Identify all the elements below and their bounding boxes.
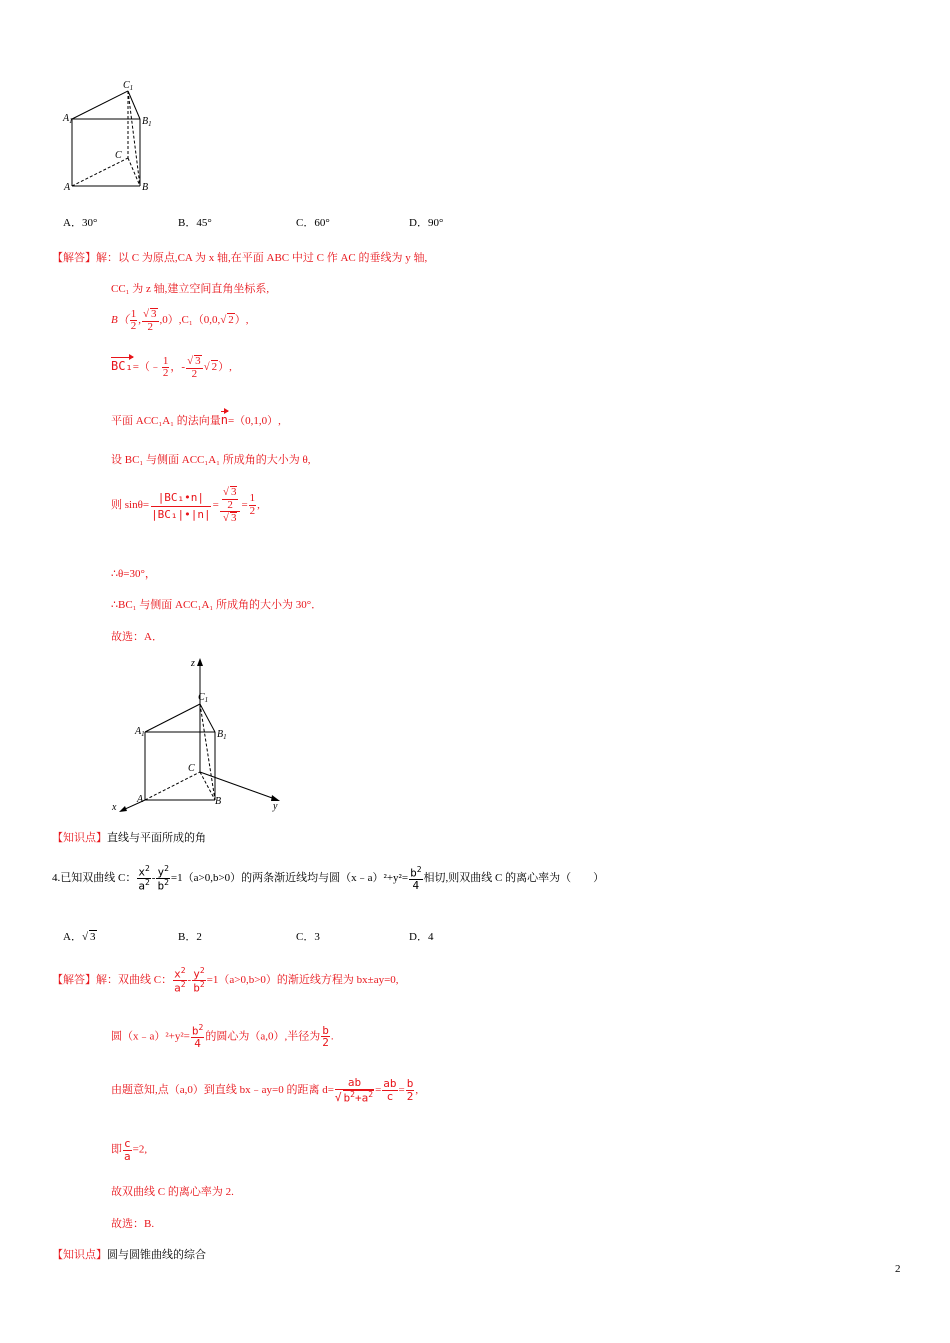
label-c1: $C_1$ — [198, 692, 209, 704]
label-c: C — [188, 763, 195, 774]
q3-solution-line6: 设 BC₁ 与侧面 ACC₁A₁ 所成角的大小为 θ, — [111, 454, 311, 466]
q4-solution-line3: 由题意知,点（a,0）到直线 bx﹣ay=0 的距离 d= ab √ $b^2+a^2$ = $\frac{ab}{c}$ = $\frac{b}{2}$ , — [111, 1077, 418, 1104]
q4-knowledge: 【知识点】圆与圆锥曲线的综合 — [52, 1249, 206, 1261]
solution-tag: 【解答】 — [52, 252, 96, 264]
q3-solution-line4: BC₁=（﹣ $\frac{1}{2}$ ，- √ $\frac{3}{2}$ √ 2）, — [111, 355, 232, 380]
q4-stem: 4.已知双曲线 C： $\frac{x^2}{a^2}$ - $\frac{y^2}{b^2}$ =1（a>0,b>0）的两条渐近线均与圆（x﹣a）²+y²= $\frac{b^2}{4}$ 相切,则双曲线 C 的离心率为（ ） — [52, 864, 605, 893]
axis-label-z: z — [191, 658, 195, 669]
axis-label-x: x — [112, 802, 117, 813]
q4-solution-line6: 故选：B. — [111, 1218, 155, 1230]
page-number: 2 — [895, 1263, 901, 1275]
q3-solution-line3: B（ $\frac{1}{2}$ , √ $\frac{3}{2}$ ,0）,C₁（0,0,√ 2）, — [111, 308, 249, 333]
q3-option-b: B．45° — [178, 217, 212, 229]
vector-bc1: BC₁ — [111, 356, 133, 373]
q3-solution-line8: ∴θ=30°， — [111, 568, 156, 580]
q3-solution-line1: 【解答】解：以 C 为原点,CA 为 x 轴,在平面 ABC 中过 C 作 AC 的垂线为 y 轴, — [52, 252, 428, 264]
coordinate-figure — [105, 652, 295, 817]
q4-solution-line1: 【解答】解：双曲线 C： $\frac{x^2}{a^2}$ - $\frac{y^2}{b^2}$ =1（a>0,b>0）的渐近线方程为 bx±ay=0, — [52, 966, 399, 995]
q4-solution-line4: 即 $\frac{c}{a}$ =2, — [111, 1137, 148, 1163]
label-a: A — [64, 182, 71, 193]
label-b1: $B_1$ — [142, 116, 152, 128]
q3-solution-line10: 故选：A． — [111, 631, 163, 643]
q3-knowledge: 【知识点】直线与平面所成的角 — [52, 832, 206, 844]
label-b1: $B_1$ — [217, 729, 227, 741]
q4-option-c: C．3 — [296, 931, 320, 943]
q4-solution-line2: 圆（x﹣a）²+y²= $\frac{b^2}{4}$ 的圆心为（a,0）,半径为 $\frac{b}{2}$ . — [111, 1023, 334, 1051]
q3-option-c: C．60° — [296, 217, 330, 229]
q4-option-a: A．√ 3 — [63, 928, 97, 944]
q3-solution-line7: 则 sinθ= $\frac{\text{|BC₁•n|}}{\text{|BC₁|•|n|}}$ = √ $\frac{3}{2}$ √ 3 = $\frac{1}{2}$ , — [111, 486, 260, 525]
q4-option-d: D．4 — [409, 931, 434, 943]
label-c: C — [115, 150, 122, 161]
label-a: A — [137, 794, 144, 805]
q4-option-b: B．2 — [178, 931, 202, 943]
label-b: B — [142, 182, 149, 193]
vector-n: n — [221, 410, 228, 427]
label-a1: $A_1$ — [63, 113, 73, 125]
axis-label-y: y — [273, 801, 278, 812]
solution-tag: 【解答】 — [52, 974, 96, 987]
q3-solution-line9: ∴BC₁ 与侧面 ACC₁A₁ 所成角的大小为 30°． — [111, 599, 323, 611]
prism-figure — [60, 76, 170, 196]
q4-solution-line5: 故双曲线 C 的离心率为 2. — [111, 1186, 234, 1198]
q3-option-d: D．90° — [409, 217, 444, 229]
label-b: B — [215, 796, 222, 807]
q3-solution-line2: CC₁ 为 z 轴,建立空间直角坐标系, — [111, 283, 270, 295]
label-c1: $C_1$ — [123, 80, 134, 92]
label-a1: $A_1$ — [135, 726, 145, 738]
q3-option-a: A．30° — [63, 217, 98, 229]
q3-solution-line5: 平面 ACC₁A₁ 的法向量n=（0,1,0）, — [111, 410, 281, 428]
